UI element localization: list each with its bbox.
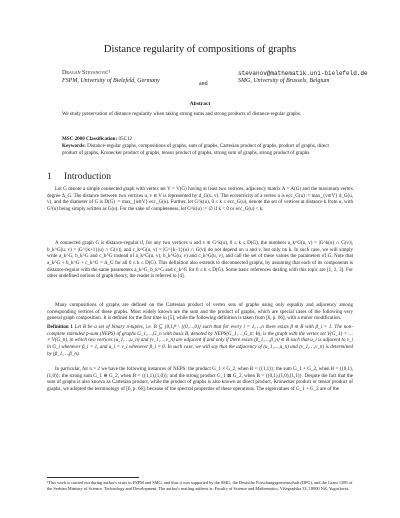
author-left xyxy=(62,70,212,85)
abstract-text: We study preservation of distance regularity when taking strong sums and strong products of distance-regular graphs. xyxy=(62,111,302,117)
author-name: Dragan Stevanović¹ xyxy=(62,70,111,76)
paragraph-2: A connected graph G is distance-regular if, for any two vertices u and v ∈ G^k(u), 0 ≤ k ≤ D(G), the numbers a_k^G(u, v) = |G^k(u) ∩ G(v)|, b_k^G(u, v) = |G^{k+1}(u) ∩ G(v)|, and c_k^G(u, v) = |G^{k−1}(u) ∩ G(v)| do not depend on u and v, but only on k. In such case, we will simply write a_k^G, b_k^G and c_k^G instead of a_k^G(u, v), b_k^G(u, v) and c_k^G(u, v), and call the set of these values the parameters of G. Note that a_k^G + b_k^G + c_k^G = Δ_G for all 0 ≤ k ≤ D(G). This definition also extends to disconnected graphs, by assuming that each of its components is distance-regular with the same parameters a_k^G, b_k^G and c_k^G for 0 ≤ k ≤ D(G). Some basic references dealing with this topic are [1, 2, 3]. For other undefined notions of graph theory, the reader is referred to [4]. xyxy=(47,240,353,280)
section-title: Introduction xyxy=(64,172,111,182)
definition-heading: Definition 1 xyxy=(47,324,73,330)
footnote: ¹This work is carried out during author's visits to FSPM and SMG, and thus it was supported by the SMG, the Deutsche Forschungsgemeinschaft (DFG), and the Grant 1389 of the Serbian Ministry of Science, Technology and Development. The author's mailing address is: Faculty of Science and Mathematics, Višegradska 33, 18000 Niš, Yugoslavia. xyxy=(47,480,353,491)
msc-value: 05C12 xyxy=(118,136,133,142)
author-right xyxy=(238,70,388,85)
paragraph-1: Let G denote a simple connected graph with vertex set V = V(G) having at least two vertices, adjacency matrix A = A(G) and the maximum vertex degree Δ_G. The distance between two vertices u, v ∈ V is represented by d_G(u, v). The eccentricity of a vertex u is ecc_G(u) := max_{v∈V} d_G(u, v), and the diameter of G is D(G) := max_{u∈V} ecc_G(u). Further, let G^k(u), 0 ≤ k ≤ ecc_G(u), denote the set of vertices at distance k from u, with G¹(u) being simply written as G(u). For the sake of completeness, let G^k(u) := ∅ if k < 0 or ecc_G(u) < k. xyxy=(47,186,353,212)
paragraph-3: Many compositions of graphs are defined on the Cartesian product of vertex sets of graphs using only equality and adjacency among corresponding vertices of these graphs. Most widely known are the sum and the product of graphs, which are special cases of the following very general graph composition. It is defined for the first time in [5], while the following definition is taken from [6, p. 66], with a minor modification. xyxy=(47,302,353,322)
msc-block xyxy=(62,136,338,156)
paragraph-5: In particular, for n = 2 we have the following instances of NEPS: the product G_1 × G_2, when B = {(1,1)}; the sum G_1 + G_2, when B = {(0,1),(1,0)}; the strong sum G_1 ⊕ G_2, when B = {(1,1),(1,0)}; and the strong product G_1 ⊠ G_2, when B = {(0,1),(1,0),(1,1)}. Despite the fact that the sum of graphs is also known as Cartesian product, while the product of graphs is also known as direct product, Kronecker product or tensor product of graphs, we adopted the terminology of [6, p. 66], because of the spectral properties of these operations. The eigenvalues of G_1 + G_2 are of the xyxy=(47,366,353,392)
definition-1 xyxy=(47,324,353,357)
author-affiliation-left: FSPM, University of Bielefeld, Germany xyxy=(62,77,160,84)
keywords-label: Keywords: xyxy=(62,142,86,149)
footnote-rule xyxy=(47,477,139,478)
keywords-text: Distance-regular graphs, compositions of graphs, sum of graphs, Cartesian product of graphs, product of graphs, direct product of graphs, Kronecker product of graphs, tensor product of graphs, strong sum of graphs, strong product of graphs. xyxy=(62,142,329,156)
section-number: 1 xyxy=(47,172,52,182)
author-and: and xyxy=(199,81,208,87)
section-heading xyxy=(47,172,111,182)
definition-text: Let B be a set of binary n-tuples, i.e. B ⊆ {0,1}ⁿ \ {(0,…,0)} such that for every i = 1,…,n there exists β ∈ B with β_i = 1. The non-complete extended p-sum (NEPS) of graphs G_1,…,G_n with basis B, denoted by NEPS(G_1,…,G_n; B), is the graph with the vertex set V(G_1) × … × V(G_n), in which two vertices (u_1,…,u_n) and (v_1,…,v_n) are adjacent if and only if there exists (β_1,…,β_n) ∈ B such that u_i is adjacent to v_i in G_i whenever β_i = 1, and u_i = v_i whenever β_i = 0. In such case, we will say that the adjacency of (u_1,…,u_n) and (v_1,…,v_n) is determined by (β_1,…,β_n). xyxy=(47,324,354,357)
paper-title: Distance regularity of compositions of graphs xyxy=(103,44,297,55)
author-email: stevanov@mathematik.uni-bielefeld.de xyxy=(238,70,368,77)
msc-label: MSC 2000 Classification: xyxy=(62,136,118,142)
abstract-heading: Abstract xyxy=(189,101,211,107)
author-affiliation-right: SMG, University of Brussels, Belgium xyxy=(238,77,330,84)
